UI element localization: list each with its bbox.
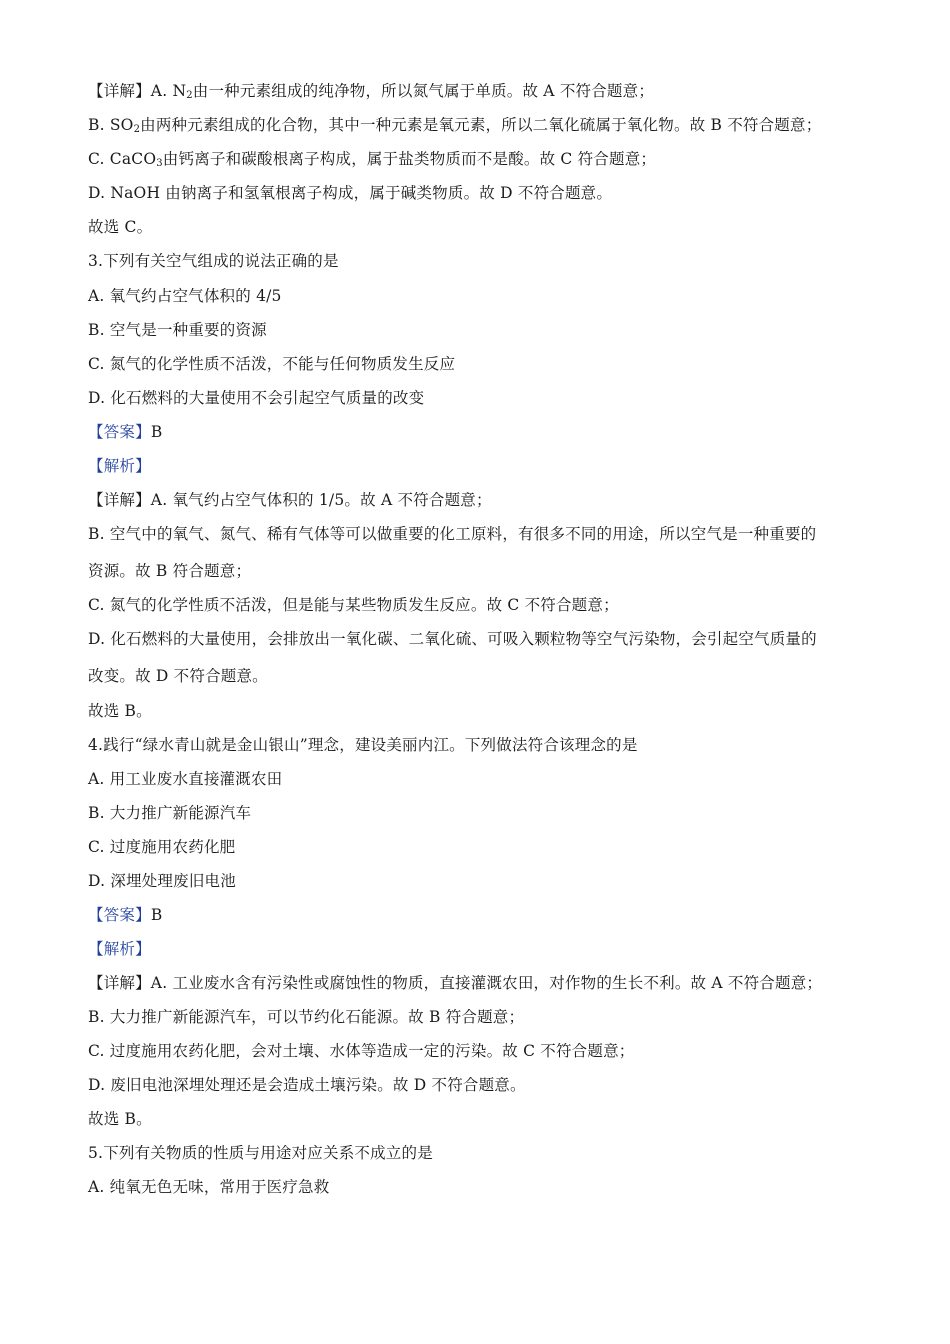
- q4-detail-d: D. 废旧电池深埋处理还是会造成土壤污染。故 D 不符合题意。: [88, 1076, 526, 1094]
- q3-analysis-label: 【解析】: [88, 457, 151, 475]
- q4-conclusion: 故选 B。: [88, 1110, 152, 1128]
- q3-option-d: D. 化石燃料的大量使用不会引起空气质量的改变: [88, 389, 425, 407]
- q3-conclusion: 故选 B。: [88, 702, 152, 720]
- answer-label: 【答案】: [88, 906, 151, 924]
- q2-detail-d: D. NaOH 由钠离子和氢氧根离子构成，属于碱类物质。故 D 不符合题意。: [88, 184, 613, 202]
- q3-question: 3.下列有关空气组成的说法正确的是: [88, 252, 339, 270]
- q3-detail-d-2: 改变。故 D 不符合题意。: [88, 667, 268, 685]
- q4-option-d: D. 深埋处理废旧电池: [88, 872, 236, 890]
- q3-detail-b-2: 资源。故 B 符合题意；: [88, 562, 252, 580]
- answer-label: 【答案】: [88, 423, 151, 441]
- q3-detail-d-1: D. 化石燃料的大量使用，会排放出一氧化碳、二氧化硫、可吸入颗粒物等空气污染物，会引起空气质量的: [88, 630, 817, 648]
- q4-option-b: B. 大力推广新能源汽车: [88, 804, 252, 822]
- q2-detail-b: B. $SO_2$由两种元素组成的化合物，其中一种元素是氧元素，所以二氧化硫属于氧化物。故 B 不符合题意；: [88, 116, 822, 135]
- q3-answer: [88, 421, 868, 443]
- q4-detail-b: B. 大力推广新能源汽车，可以节约化石能源。故 B 符合题意；: [88, 1008, 525, 1026]
- answer-value: B: [150, 423, 163, 441]
- q4-answer: [88, 904, 868, 926]
- q4-analysis-label: 【解析】: [88, 940, 151, 958]
- q4-question: 4.践行“绿水青山就是金山银山”理念，建设美丽内江。下列做法符合该理念的是: [88, 736, 638, 754]
- q3-detail-b-1: B. 空气中的氧气、氮气、稀有气体等可以做重要的化工原料，有很多不同的用途，所以空气是一种重要的: [88, 525, 817, 543]
- q4-detail-c: C. 过度施用农药化肥，会对土壤、水体等造成一定的污染。故 C 不符合题意；: [88, 1042, 635, 1060]
- q4-option-c: C. 过度施用农药化肥: [88, 838, 236, 856]
- q3-option-a: A. 氧气约占空气体积的 4/5: [88, 287, 282, 305]
- q3-option-b: B. 空气是一种重要的资源: [88, 321, 267, 339]
- q5-option-a: A. 纯氧无色无味，常用于医疗急救: [88, 1178, 330, 1196]
- q3-option-c: C. 氮气的化学性质不活泼，不能与任何物质发生反应: [88, 355, 456, 373]
- q5-question: 5.下列有关物质的性质与用途对应关系不成立的是: [88, 1144, 433, 1162]
- answer-value: B: [150, 906, 163, 924]
- q2-conclusion: 故选 C。: [88, 218, 153, 236]
- q4-option-a: A. 用工业废水直接灌溉农田: [88, 770, 283, 788]
- q3-detail-a: 【详解】A. 氧气约占空气体积的 1/5。故 A 不符合题意；: [88, 491, 492, 509]
- q2-detail-a: 【详解】A. $N_2$由一种元素组成的纯净物，所以氮气属于单质。故 A 不符合题意；: [88, 82, 655, 101]
- q3-detail-c: C. 氮气的化学性质不活泼，但是能与某些物质发生反应。故 C 不符合题意；: [88, 596, 619, 614]
- q2-detail-c: C. CaCO$_3$由钙离子和碳酸根离子构成，属于盐类物质而不是酸。故 C 符合题意；: [88, 150, 657, 169]
- q4-detail-a: 【详解】A. 工业废水含有污染性或腐蚀性的物质，直接灌溉农田，对作物的生长不利。故 A 不符合题意；: [88, 974, 823, 992]
